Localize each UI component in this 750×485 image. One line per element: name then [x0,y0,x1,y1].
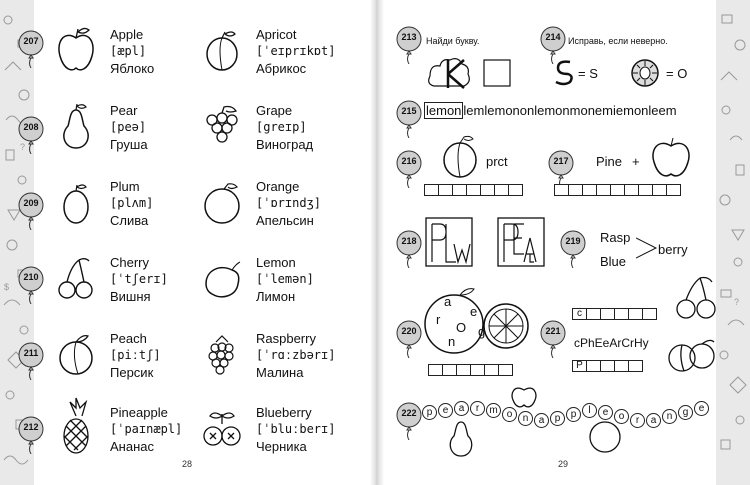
task-balloon [396,150,422,188]
spiral-s-icon [554,58,576,86]
task-balloon [540,320,566,358]
letter-bead: e [438,403,453,418]
fruit-english: Cherry [110,255,150,270]
fruit-russian: Лимон [256,289,296,304]
apricot-icon [202,26,242,74]
letter-bead: o [502,407,517,422]
cherry-icon [674,276,720,320]
fruit-russian: Черника [256,439,307,454]
fruit-card-apricot [194,22,394,92]
highlighted-word: lemon [426,103,462,118]
scattered-letter: O [456,320,467,335]
letter-cell[interactable] [428,364,443,376]
task-number: 213 [401,32,417,42]
svg-text:$: $ [4,282,10,292]
svg-text:?: ? [734,297,740,307]
fruit-transcription: [piːtʃ] [110,348,161,362]
task-instruction: Найди букву. [426,36,480,46]
fruit-russian: Апельсин [256,213,314,228]
letter-cell[interactable] [480,184,495,196]
task-number: 210 [23,272,39,282]
letter-cell[interactable] [508,184,523,196]
letter-bead: p [422,405,437,420]
letter-cell[interactable] [600,360,615,372]
doodle-pattern-icon [716,0,750,485]
fruit-transcription: [æpl] [110,44,147,58]
task-balloon [18,30,44,68]
task-number: 217 [553,156,569,166]
letter-cell[interactable] [642,308,657,320]
scattered-letter: n [448,334,456,349]
scattered-letter: a [444,294,452,309]
fruit-transcription: [peə] [110,120,147,134]
blueberry-icon [202,404,242,452]
task-balloon [396,320,422,358]
hidden-letter-puzzle-icon [426,56,516,90]
answer-cells-220 [428,364,512,376]
right-page [384,0,716,485]
task-balloon [18,116,44,154]
fruit-english: Apple [110,27,144,42]
task-balloon [18,266,44,304]
raspberry-icon [202,330,242,378]
fruit-card-raspberry [194,326,394,396]
task-number: 220 [401,326,417,336]
scattered-letter: g [478,324,486,339]
letter-cell[interactable]: c [572,308,587,320]
fruit-russian: Абрикос [256,61,307,76]
word-part-blue: Blue [600,254,627,269]
left-margin-doodles [0,0,34,485]
letter-cell[interactable] [494,184,509,196]
letter-bead: g [678,405,693,420]
task-number: 222 [401,408,417,418]
answer-cells-221-top [572,308,656,320]
fruit-card-blueberry [194,400,394,470]
pineapple-icon [56,396,96,456]
word-part-berry: berry [658,242,688,257]
letter-cell[interactable] [614,308,629,320]
letter-cell[interactable] [586,308,601,320]
task-balloon [396,100,422,138]
task-balloon [18,192,44,230]
task-balloon [396,26,422,64]
page-number-left: 28 [182,459,193,469]
fruit-transcription: [ˈlemən] [256,272,314,286]
orange-icon [202,178,242,226]
letter-cell[interactable] [498,364,513,376]
fruit-russian: Вишня [110,289,151,304]
letter-bead: l [582,403,597,418]
fruit-russian: Виноград [256,137,314,152]
fruit-english: Peach [110,331,147,346]
task-balloon [548,150,574,188]
apple-icon [650,136,692,178]
letter-bead: p [550,411,565,426]
letter-cell[interactable] [554,184,569,196]
task-number: 214 [545,32,561,42]
letter-chain: cPhEeArCrHy [574,336,649,350]
fruit-english: Pear [110,103,138,118]
task-number: 221 [545,326,561,336]
fruit-english: Orange [256,179,300,194]
task-number: 211 [23,348,39,358]
peach-icon [56,330,96,378]
letter-bead: a [646,413,661,428]
fruit-english: Raspberry [256,331,316,346]
lemon-icon [202,254,242,302]
task-balloon [560,230,586,268]
letter-bead: a [534,413,549,428]
task-instruction: Исправь, если неверно. [568,36,668,46]
task-number: 218 [401,236,417,246]
letter-cell[interactable] [628,308,643,320]
word-part-rasp: Rasp [600,230,631,245]
task-number: 207 [23,36,39,46]
fruit-russian: Яблоко [110,61,155,76]
fruit-transcription: [ˈrɑːzbərɪ] [256,348,336,362]
page-number-right: 29 [558,459,569,469]
letter-cell[interactable] [424,184,439,196]
letter-bead: n [662,409,677,424]
letter-cell[interactable] [484,364,499,376]
svg-text:?: ? [20,142,26,152]
fruit-english: Blueberry [256,405,312,420]
task-balloon [18,342,44,380]
doodle-pattern-icon [0,0,34,485]
task-number: 212 [23,422,39,432]
connector-lines-icon [636,236,658,262]
fruit-transcription: [ˈtʃerɪ] [110,272,168,286]
peaches-icon [666,334,716,374]
letter-cell[interactable] [624,184,639,196]
fruit-russian: Персик [110,365,154,380]
answer-cells-221-bottom [572,360,642,372]
fruit-english: Pineapple [110,405,168,420]
letter-cell[interactable] [442,364,457,376]
letter-cell[interactable] [600,308,615,320]
task-number: 216 [401,156,417,166]
fruit-english: Plum [110,179,140,194]
fruit-transcription: [ˈɒrɪndʒ] [256,196,322,210]
fruit-english: Grape [256,103,293,118]
fruit-transcription: [ˈpaɪnæpl] [110,422,183,436]
task-number: 209 [23,198,39,208]
letter-bead: a [454,401,469,416]
letter-cell[interactable] [568,184,583,196]
plum-icon [56,178,96,226]
letter-cell[interactable] [638,184,653,196]
letter-cell[interactable] [456,364,471,376]
fruit-card-lemon [194,250,394,320]
letter-cell[interactable] [628,360,643,372]
letter-bead: m [486,403,501,418]
compound-word-part: Pine [596,154,623,169]
answer-cells-217 [554,184,680,196]
answer-cells-216 [424,184,522,196]
word-search-strip [424,103,677,118]
fruit-english: Apricot [256,27,297,42]
letter-collage-puzzle-icon [424,214,550,270]
cherry-icon [56,254,96,302]
letter-cell[interactable] [596,184,611,196]
scrambled-word: prct [486,154,508,169]
fruit-card-grape [194,98,394,168]
scattered-letter: e [470,304,478,319]
letter-bead: p [566,407,581,422]
letter-cell[interactable] [614,360,629,372]
fruit-card-orange [194,174,394,244]
fruit-transcription: [ˈeɪprɪkɒt] [256,44,336,58]
task-number: 215 [401,106,417,116]
letter-bead: r [630,413,645,428]
letter-cell[interactable] [470,364,485,376]
fruit-russian: Малина [256,365,304,380]
letter-bead: e [694,401,709,416]
equation-o: = O [666,66,688,81]
fruit-english: Lemon [256,255,296,270]
task-balloon [18,416,44,454]
task-balloon [396,402,422,440]
letter-cell[interactable] [452,184,467,196]
orange-slices-icon [424,286,534,356]
apricot-icon [440,134,480,180]
fruit-transcription: [greɪp] [256,120,307,134]
equation-s: = S [578,66,598,81]
task-balloon [396,230,422,268]
pear-icon [56,102,96,150]
left-page [23,0,370,485]
letter-cell[interactable] [666,184,681,196]
letter-cell[interactable]: P [572,360,587,372]
kiwi-icon [630,58,660,88]
apple-icon [56,26,96,74]
letter-cell[interactable] [586,360,601,372]
scattered-letter: r [436,312,441,327]
fruit-transcription: [plʌm] [110,196,154,210]
fruit-transcription: [ˈbluːberɪ] [256,422,336,436]
letter-bead: e [598,405,613,420]
letter-bead: o [614,409,629,424]
letter-cell[interactable] [438,184,453,196]
fruit-russian: Слива [110,213,149,228]
word-bead-chain [422,405,710,428]
letter-cell[interactable] [466,184,481,196]
right-margin-doodles [716,0,750,485]
letter-chain: lemlemononlemonmonemiemonleem [463,103,677,118]
plus-sign: + [632,154,640,169]
fruit-russian: Ананас [110,439,154,454]
task-number: 208 [23,122,39,132]
book-gutter [370,0,384,485]
letter-cell[interactable] [652,184,667,196]
letter-cell[interactable] [610,184,625,196]
letter-bead: r [470,401,485,416]
grape-icon [202,102,242,150]
letter-cell[interactable] [582,184,597,196]
task-number: 219 [565,236,581,246]
letter-bead: n [518,411,533,426]
fruit-russian: Груша [110,137,148,152]
